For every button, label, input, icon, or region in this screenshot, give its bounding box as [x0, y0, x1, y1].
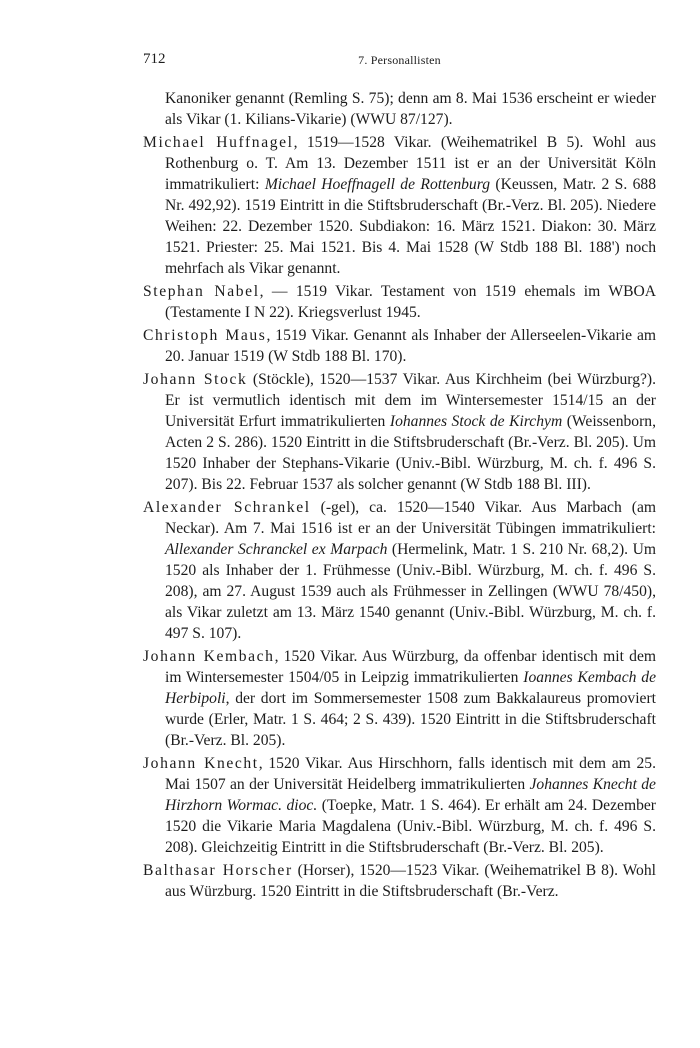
person-name: Johann Knecht: [143, 755, 259, 772]
register-entry: [143, 369, 656, 495]
page-number: 712: [143, 51, 166, 67]
entry-text: (Horser), 1520—1523 Vikar. (Weihematrikel B 8). Wohl aus Würzburg. 1520 Eintritt in die Stiftsbruderschaft (Br.-Verz.: [165, 862, 656, 900]
person-name: Christoph Maus: [143, 327, 267, 344]
person-name: Alexander Schrankel: [143, 499, 311, 516]
entry-text: , der dort im Sommersemester 1508 zum Bakkalaureus promoviert wurde (Erler, Matr. 1 S. 464; 2 S. 439). 1520 Eintritt in die Stiftsbruderschaft (Br.-Verz. Bl. 205).: [165, 690, 656, 749]
entry-text: (-gel), ca. 1520—1540 Vikar. Aus Marbach (am Neckar). Am 7. Mai 1516 ist er an der Universität Tübingen immatrikuliert:: [165, 499, 656, 537]
entry-continuation: [143, 88, 656, 130]
register-entry: [143, 753, 656, 858]
entry-text: , — 1519 Vikar. Testament von 1519 ehemals im WBOA (Testamente I N 22). Kriegsverlust 1945.: [165, 283, 656, 321]
entry-text: , 1520 Vikar. Aus Hirschhorn, falls identisch mit dem am 25. Mai 1507 an der Universität Heidelberg immatrikulierten: [165, 755, 657, 793]
entry-text: (Hermelink, Matr. 1 S. 210 Nr. 68,2). Um 1520 als Inhaber der 1. Frühmesse (Univ.-Bibl. Würzburg, M. ch. f. 496 S. 208), am 27. August 1539 auch als Frühmesser in Zellingen (WWU 78/450), als Vikar zuletzt am 13. März 1540 genannt (Univ.-Bibl. Würzburg, M. ch. f. 497 S. 107).: [165, 541, 656, 642]
entry-text: , 1520 Vikar. Aus Würzburg, da offenbar identisch mit dem im Wintersemester 1504/05 in Leipzig immatrikulierten: [165, 648, 656, 686]
entry-text: , 1519—1528 Vikar. (Weihematrikel B 5). Wohl aus Rothenburg o. T. Am 13. Dezember 1511 ist er an der Universität Köln immatrikuliert:: [165, 134, 656, 193]
person-name: Johann Kembach: [143, 648, 275, 665]
matriculation-quote: Iohannes Stock de Kirchym: [389, 413, 563, 430]
running-head: 7. Personallisten: [358, 53, 441, 67]
page-body: [143, 88, 656, 904]
register-entry: [143, 860, 656, 902]
entry-text: , 1519 Vikar. Genannt als Inhaber der Allerseelen-Vikarie am 20. Januar 1519 (W Stdb 188 Bl. 170).: [165, 327, 657, 365]
matriculation-quote: Allexander Schranckel ex Marpach: [165, 541, 388, 558]
register-entry: [143, 132, 656, 279]
entry-text: (Keussen, Matr. 2 S. 688 Nr. 492,92). 1519 Eintritt in die Stiftsbruderschaft (Br.-Verz. Bl. 205). Niedere Weihen: 22. Dezember 1520. Subdiakon: 16. März 1521. Diakon: 30. März 1521. Priester: 25. Mai 1521. Bis 4. Mai 1528 (W Stdb 188 Bl. 188') noch mehrfach als Vikar genannt.: [165, 176, 657, 277]
register-entry: [143, 325, 656, 367]
matriculation-quote: Johannes Knecht de Hirzhorn Wormac. dioc.: [165, 776, 656, 814]
person-name: Johann Stock: [143, 371, 248, 388]
entry-text: (Stöckle), 1520—1537 Vikar. Aus Kirchheim (bei Würzburg?). Er ist vermutlich identisch mit dem im Wintersemester 1514/15 an der Universität Erfurt immatrikulierten: [165, 371, 657, 430]
person-name: Balthasar Horscher: [143, 862, 293, 879]
matriculation-quote: Ioannes Kembach de Herbipoli: [165, 669, 656, 707]
register-entry: [143, 646, 656, 751]
entry-text: (Toepke, Matr. 1 S. 464). Er erhält am 24. Dezember 1520 die Vikarie Maria Magdalena (Univ.-Bibl. Würzburg, M. ch. f. 496 S. 208). Gleichzeitig Eintritt in die Stiftsbruderschaft (Br.-Verz. Bl. 205).: [165, 797, 656, 856]
register-entry: [143, 497, 656, 644]
person-name: Michael Huffnagel: [143, 134, 294, 151]
register-entry: [143, 281, 656, 323]
person-name: Stephan Nabel: [143, 283, 260, 300]
entry-text: Kanoniker genannt (Remling S. 75); denn am 8. Mai 1536 erscheint er wieder als Vikar (1. Kilians-Vikarie) (WWU 87/127).: [165, 90, 656, 128]
entry-text: (Weissenborn, Acten 2 S. 286). 1520 Eintritt in die Stiftsbruderschaft (Br.-Verz. Bl. 205). Um 1520 Inhaber der Stephans-Vikarie (Univ.-Bibl. Würzburg, M. ch. f. 496 S. 207). Bis 22. Februar 1537 als solcher genannt (W Stdb 188 Bl. III).: [165, 413, 656, 493]
matriculation-quote: Michael Hoeffnagell de Rottenburg: [264, 176, 491, 193]
page-header: [143, 51, 656, 71]
